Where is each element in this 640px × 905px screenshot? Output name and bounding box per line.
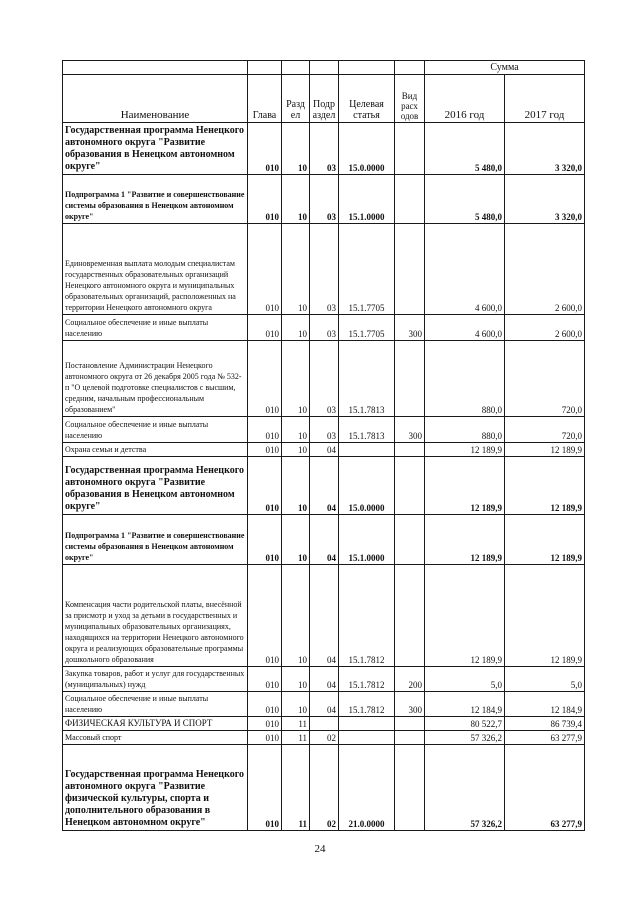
row-2017: 86 739,4 [505,717,585,731]
row-celevaya: 15.0.0000 [339,457,395,515]
row-razdel: 11 [282,717,310,731]
row-celevaya: 15.1.7813 [339,417,395,443]
row-name: Государственная программа Ненецкого автономного округа "Развитие образования в Ненецком автономном округе" [63,457,248,515]
row-razdel: 10 [282,341,310,417]
row-2017: 3 320,0 [505,175,585,224]
header-blank-glava [248,61,282,75]
row-razdel: 11 [282,745,310,831]
row-name: Закупка товаров, работ и услуг для государственных (муниципальных) нужд [63,667,248,692]
row-2016: 4 600,0 [425,224,505,315]
row-glava: 010 [248,123,282,175]
header-vid: Вид расх одов [395,75,425,123]
row-2016: 880,0 [425,341,505,417]
row-name: Социальное обеспечение и иные выплаты населению [63,417,248,443]
header-blank-podrazdel [310,61,339,75]
row-2016: 12 184,9 [425,692,505,717]
table-row [63,667,585,692]
table-row [63,731,585,745]
row-vid: 300 [395,315,425,341]
row-glava: 010 [248,315,282,341]
row-name: Государственная программа Ненецкого автономного округа "Развитие физической культуры, спорта и дополнительного образования в Ненецком автономном округе" [63,745,248,831]
row-glava: 010 [248,175,282,224]
row-2017: 12 184,9 [505,692,585,717]
row-razdel: 10 [282,175,310,224]
header-2017: 2017 год [505,75,585,123]
row-razdel: 10 [282,457,310,515]
header-summa: Сумма [425,61,585,75]
row-razdel: 10 [282,224,310,315]
row-name: Социальное обеспечение и иные выплаты населению [63,692,248,717]
row-2016: 57 326,2 [425,745,505,831]
row-vid [395,123,425,175]
table-row [63,123,585,175]
row-vid: 300 [395,417,425,443]
header-glava: Глава [248,75,282,123]
row-2017: 3 320,0 [505,123,585,175]
row-glava: 010 [248,515,282,565]
row-podrazdel: 04 [310,457,339,515]
row-podrazdel: 04 [310,667,339,692]
row-2017: 12 189,9 [505,457,585,515]
row-podrazdel: 03 [310,417,339,443]
header-celevaya: Целевая статья [339,75,395,123]
row-2016: 80 522,7 [425,717,505,731]
row-celevaya: 15.1.7812 [339,692,395,717]
row-2016: 12 189,9 [425,565,505,667]
row-razdel: 10 [282,667,310,692]
row-glava: 010 [248,565,282,667]
table-row [63,692,585,717]
page-number: 24 [314,843,326,855]
row-vid [395,341,425,417]
table-row [63,515,585,565]
row-vid [395,457,425,515]
row-vid [395,745,425,831]
row-2016: 12 189,9 [425,443,505,457]
row-2016: 12 189,9 [425,457,505,515]
row-celevaya: 21.0.0000 [339,745,395,831]
table-row [63,745,585,831]
row-podrazdel: 04 [310,443,339,457]
row-podrazdel: 02 [310,745,339,831]
row-podrazdel: 03 [310,175,339,224]
budget-table [62,60,585,831]
table-row [63,224,585,315]
row-2016: 5 480,0 [425,175,505,224]
row-podrazdel: 03 [310,315,339,341]
table-row [63,443,585,457]
row-2017: 720,0 [505,417,585,443]
row-name: Массовый спорт [63,731,248,745]
row-2016: 4 600,0 [425,315,505,341]
row-podrazdel: 04 [310,692,339,717]
header-blank-razdel [282,61,310,75]
row-2016: 880,0 [425,417,505,443]
row-glava: 010 [248,443,282,457]
row-vid [395,731,425,745]
table-row [63,717,585,731]
row-2016: 57 326,2 [425,731,505,745]
row-2017: 12 189,9 [505,443,585,457]
row-podrazdel: 03 [310,123,339,175]
row-name: Охрана семьи и детства [63,443,248,457]
header-name: Наименование [63,75,248,123]
row-vid: 300 [395,692,425,717]
row-celevaya: 15.1.0000 [339,175,395,224]
header-blank-celevaya [339,61,395,75]
row-celevaya: 15.0.0000 [339,123,395,175]
row-glava: 010 [248,417,282,443]
table-row [63,457,585,515]
row-2017: 63 277,9 [505,745,585,831]
header-razdel: Разд ел [282,75,310,123]
row-glava: 010 [248,667,282,692]
row-vid [395,717,425,731]
row-celevaya: 15.1.7705 [339,315,395,341]
row-vid [395,443,425,457]
row-podrazdel [310,717,339,731]
row-2017: 63 277,9 [505,731,585,745]
row-2016: 5,0 [425,667,505,692]
row-razdel: 10 [282,123,310,175]
row-razdel: 10 [282,417,310,443]
row-razdel: 10 [282,443,310,457]
row-razdel: 10 [282,565,310,667]
row-glava: 010 [248,224,282,315]
row-name: Компенсация части родительской платы, внесённой за присмотр и уход за детьми в государственных и муниципальных образовательных организациях, находящихся на территории Ненецкого автономного округа и реализующих образовательные программы дошкольного образования [63,565,248,667]
row-celevaya [339,731,395,745]
row-glava: 010 [248,692,282,717]
row-glava: 010 [248,341,282,417]
table-row [63,417,585,443]
header-podrazdel: Подр аздел [310,75,339,123]
row-name: Государственная программа Ненецкого автономного округа "Развитие образования в Ненецком автономном округе" [63,123,248,175]
row-razdel: 10 [282,315,310,341]
row-glava: 010 [248,745,282,831]
row-podrazdel: 03 [310,341,339,417]
row-2017: 2 600,0 [505,315,585,341]
header-blank-vid [395,61,425,75]
table-row [63,341,585,417]
row-name: Социальное обеспечение и иные выплаты населению [63,315,248,341]
row-celevaya: 15.1.7813 [339,341,395,417]
row-podrazdel: 04 [310,565,339,667]
row-name: Единовременная выплата молодым специалистам государственных образовательных организаций Ненецкого автономного округа и муниципальных образовательных организаций, расположенных на территории Ненецкого автономного округа [63,224,248,315]
row-glava: 010 [248,731,282,745]
row-2017: 720,0 [505,341,585,417]
row-name: Подпрограмма 1 "Развитие и совершенствование системы образования в Ненецком автономном округе" [63,515,248,565]
row-celevaya: 15.1.7812 [339,667,395,692]
row-razdel: 11 [282,731,310,745]
row-2016: 5 480,0 [425,123,505,175]
row-name: ФИЗИЧЕСКАЯ КУЛЬТУРА И СПОРТ [63,717,248,731]
row-glava: 010 [248,457,282,515]
row-celevaya [339,443,395,457]
header-blank-name [63,61,248,75]
row-name: Постановление Администрации Ненецкого автономного округа от 26 декабря 2005 года № 532-п "О целевой подготовке специалистов с высшим, средним, начальным профессиональным образованием" [63,341,248,417]
row-celevaya [339,717,395,731]
row-2017: 2 600,0 [505,224,585,315]
row-vid [395,515,425,565]
table-row [63,565,585,667]
row-razdel: 10 [282,515,310,565]
header-2016: 2016 год [425,75,505,123]
row-celevaya: 15.1.7705 [339,224,395,315]
row-celevaya: 15.1.7812 [339,565,395,667]
row-vid [395,175,425,224]
row-celevaya: 15.1.0000 [339,515,395,565]
row-name: Подпрограмма 1 "Развитие и совершенствование системы образования в Ненецком автономном округе" [63,175,248,224]
row-2017: 5,0 [505,667,585,692]
row-podrazdel: 02 [310,731,339,745]
row-razdel: 10 [282,692,310,717]
table-row [63,315,585,341]
row-glava: 010 [248,717,282,731]
row-vid: 200 [395,667,425,692]
row-vid [395,224,425,315]
row-podrazdel: 03 [310,224,339,315]
table-row [63,175,585,224]
row-2016: 12 189,9 [425,515,505,565]
row-podrazdel: 04 [310,515,339,565]
row-2017: 12 189,9 [505,515,585,565]
row-vid [395,565,425,667]
row-2017: 12 189,9 [505,565,585,667]
